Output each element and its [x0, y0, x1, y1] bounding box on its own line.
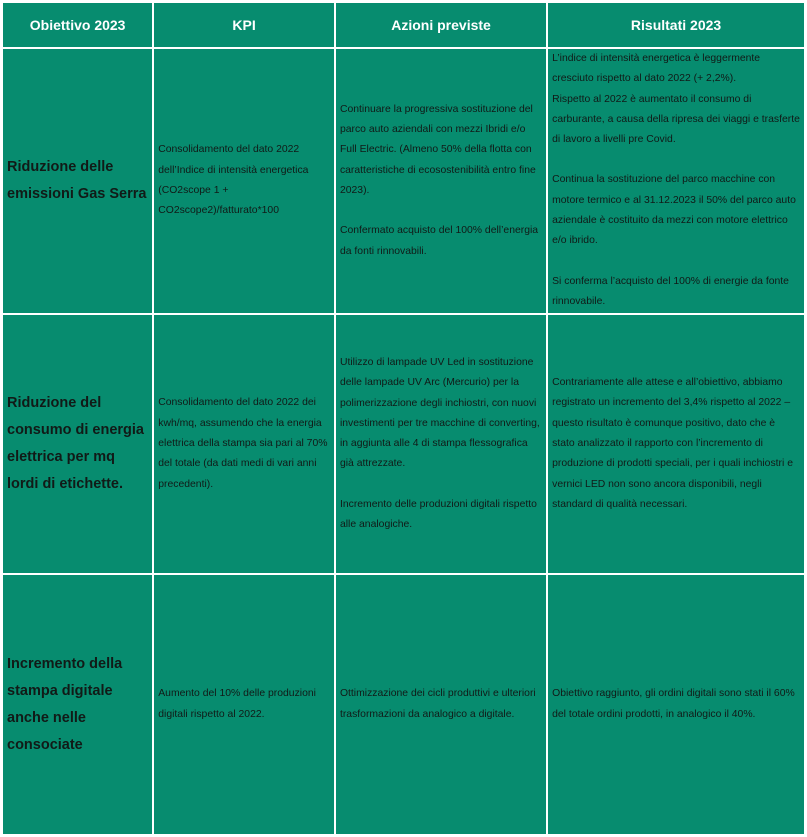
objective-cell: Incremento della stampa digitale anche nelle consociate	[3, 575, 152, 834]
table-row	[3, 315, 804, 574]
kpi-cell	[154, 315, 334, 574]
actions-cell	[336, 49, 546, 313]
results-cell	[548, 575, 804, 834]
header-kpi: KPI	[154, 3, 334, 47]
result-text: Rispetto al 2022 è aumentato il consumo di carburante, a causa della ripresa dei viaggi e trasferte di lavoro a livelli pre Covid.	[552, 93, 800, 146]
kpi-text: Consolidamento del dato 2022 dell’Indice di intensità energetica (CO2scope 1 + CO2scope2)/fatturato*100	[158, 144, 309, 217]
action-text: Utilizzo di lampade UV Led in sostituzione delle lampade UV Arc (Mercurio) per la polimerizzazione degli inchiostri, con nuovi investimenti per tre macchine di converting, in aggiunta alle 4 di stampa flessografica già attrezzate.	[339, 356, 540, 470]
objective-cell: Riduzione del consumo di energia elettrica per mq lordi di etichette.	[3, 315, 152, 574]
kpi-cell	[154, 49, 334, 313]
result-text: Contrariamente alle attese e all’obiettivo, abbiamo registrato un incremento del 3,4% rispetto al 2022 – questo risultato è comunque positivo, dato che è stato analizzato il rapporto con l’incremento di produzione di prodotti speciali, per i quali inchiostri e vernici LED non sono ancora disponibili, negli standard di qualità necessari.	[552, 377, 793, 510]
result-text: L’indice di intensità energetica è leggermente cresciuto rispetto al dato 2022 (+ 2,2%).	[552, 53, 761, 85]
result-text: Continua la sostituzione del parco macchine con motore termico e al 31.12.2023 il 50% del parco auto aziendale è costituito da mezzi con motore elettrico e/o ibrido.	[552, 174, 796, 247]
results-cell	[548, 49, 804, 313]
kpi-text: Aumento del 10% delle produzioni digitali rispetto al 2022.	[158, 688, 316, 720]
header-objective: Obiettivo 2023	[3, 3, 152, 47]
table-row	[3, 49, 804, 313]
table-header-row	[3, 3, 804, 47]
result-text: Si conferma l’acquisto del 100% di energie da fonte rinnovabile.	[552, 275, 789, 307]
kpi-cell	[154, 575, 334, 834]
results-cell	[548, 315, 804, 574]
objectives-table	[1, 1, 806, 836]
header-actions: Azioni previste	[336, 3, 546, 47]
action-text: Ottimizzazione dei cicli produttivi e ulteriori trasformazioni da analogico a digitale.	[339, 688, 536, 720]
action-text: Continuare la progressiva sostituzione del parco auto aziendali con mezzi Ibridi e/o Full Electric. (Almeno 50% della flotta con caratteristiche di ecosostenibilità entro fine 2023).	[339, 103, 536, 197]
actions-cell	[336, 315, 546, 574]
actions-cell	[336, 575, 546, 834]
action-text: Confermato acquisto del 100% dell’energia da fonti rinnovabili.	[339, 225, 539, 257]
objective-cell: Riduzione delle emissioni Gas Serra	[3, 49, 152, 313]
kpi-text: Consolidamento del dato 2022 dei kwh/mq, assumendo che la energia elettrica della stampa sia pari al 70% del totale (da dati medi di vari anni precedenti).	[158, 397, 328, 490]
header-results: Risultati 2023	[548, 3, 804, 47]
result-text: Obiettivo raggiunto, gli ordini digitali sono stati il 60% del totale ordini prodotti, in analogico il 40%.	[552, 688, 795, 720]
action-text: Incremento delle produzioni digitali rispetto alle analogiche.	[339, 498, 537, 531]
table-row	[3, 575, 804, 834]
